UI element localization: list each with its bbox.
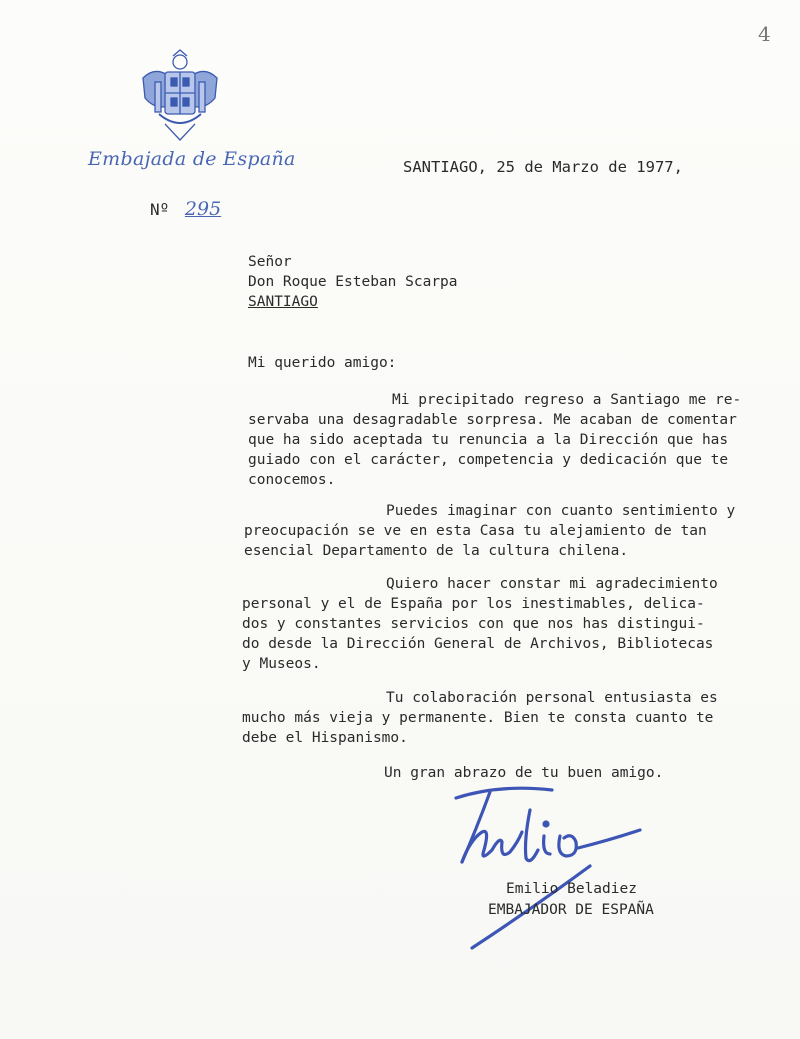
paragraph-line: dos y constantes servicios con que nos has distingui- [242, 616, 705, 632]
paragraph-line: Mi precipitado regreso a Santiago me re- [392, 392, 742, 408]
paragraph-line: Tu colaboración personal entusiasta es [386, 690, 718, 706]
page-number: 4 [758, 22, 771, 46]
paragraph-line: conocemos. [248, 472, 336, 488]
paragraph-line: esencial Departamento de la cultura chilena. [244, 543, 629, 559]
paragraph-line: y Museos. [242, 656, 321, 672]
letterhead-title: Embajada de España [88, 148, 296, 170]
paragraph-line: debe el Hispanismo. [242, 730, 408, 746]
paragraph-line: Puedes imaginar con cuanto sentimiento y [386, 503, 736, 519]
closing-line: Un gran abrazo de tu buen amigo. [384, 765, 664, 781]
signatory-name: Emilio Beladiez [506, 881, 637, 897]
recipient-city: SANTIAGO [248, 294, 318, 310]
paragraph-line: preocupación se ve en esta Casa tu alejamiento de tan [244, 523, 707, 539]
paragraph-line: do desde la Dirección General de Archivos, Bibliotecas [242, 636, 714, 652]
reference-number [150, 198, 221, 220]
recipient-name: Don Roque Esteban Scarpa [248, 274, 458, 290]
paragraph-line: mucho más vieja y permanente. Bien te consta cuanto te [242, 710, 714, 726]
paragraph-line: Quiero hacer constar mi agradecimiento [386, 576, 718, 592]
signatory-title: EMBAJADOR DE ESPAÑA [488, 902, 654, 918]
reference-value: 295 [184, 198, 222, 220]
reference-prefix: Nº [150, 200, 170, 219]
coat-of-arms-icon [135, 48, 225, 144]
handwritten-signature [440, 770, 660, 950]
paragraph-line: servaba una desagradable sorpresa. Me acaban de comentar [248, 412, 737, 428]
paragraph-line: personal y el de España por los inestimables, delica- [242, 596, 705, 612]
recipient-title: Señor [248, 254, 292, 270]
paragraph-line: guiado con el carácter, competencia y dedicación que te [248, 452, 729, 468]
salutation: Mi querido amigo: [248, 355, 397, 371]
date-line: SANTIAGO, 25 de Marzo de 1977, [403, 158, 683, 176]
paragraph-line: que ha sido aceptada tu renuncia a la Dirección que has [248, 432, 729, 448]
